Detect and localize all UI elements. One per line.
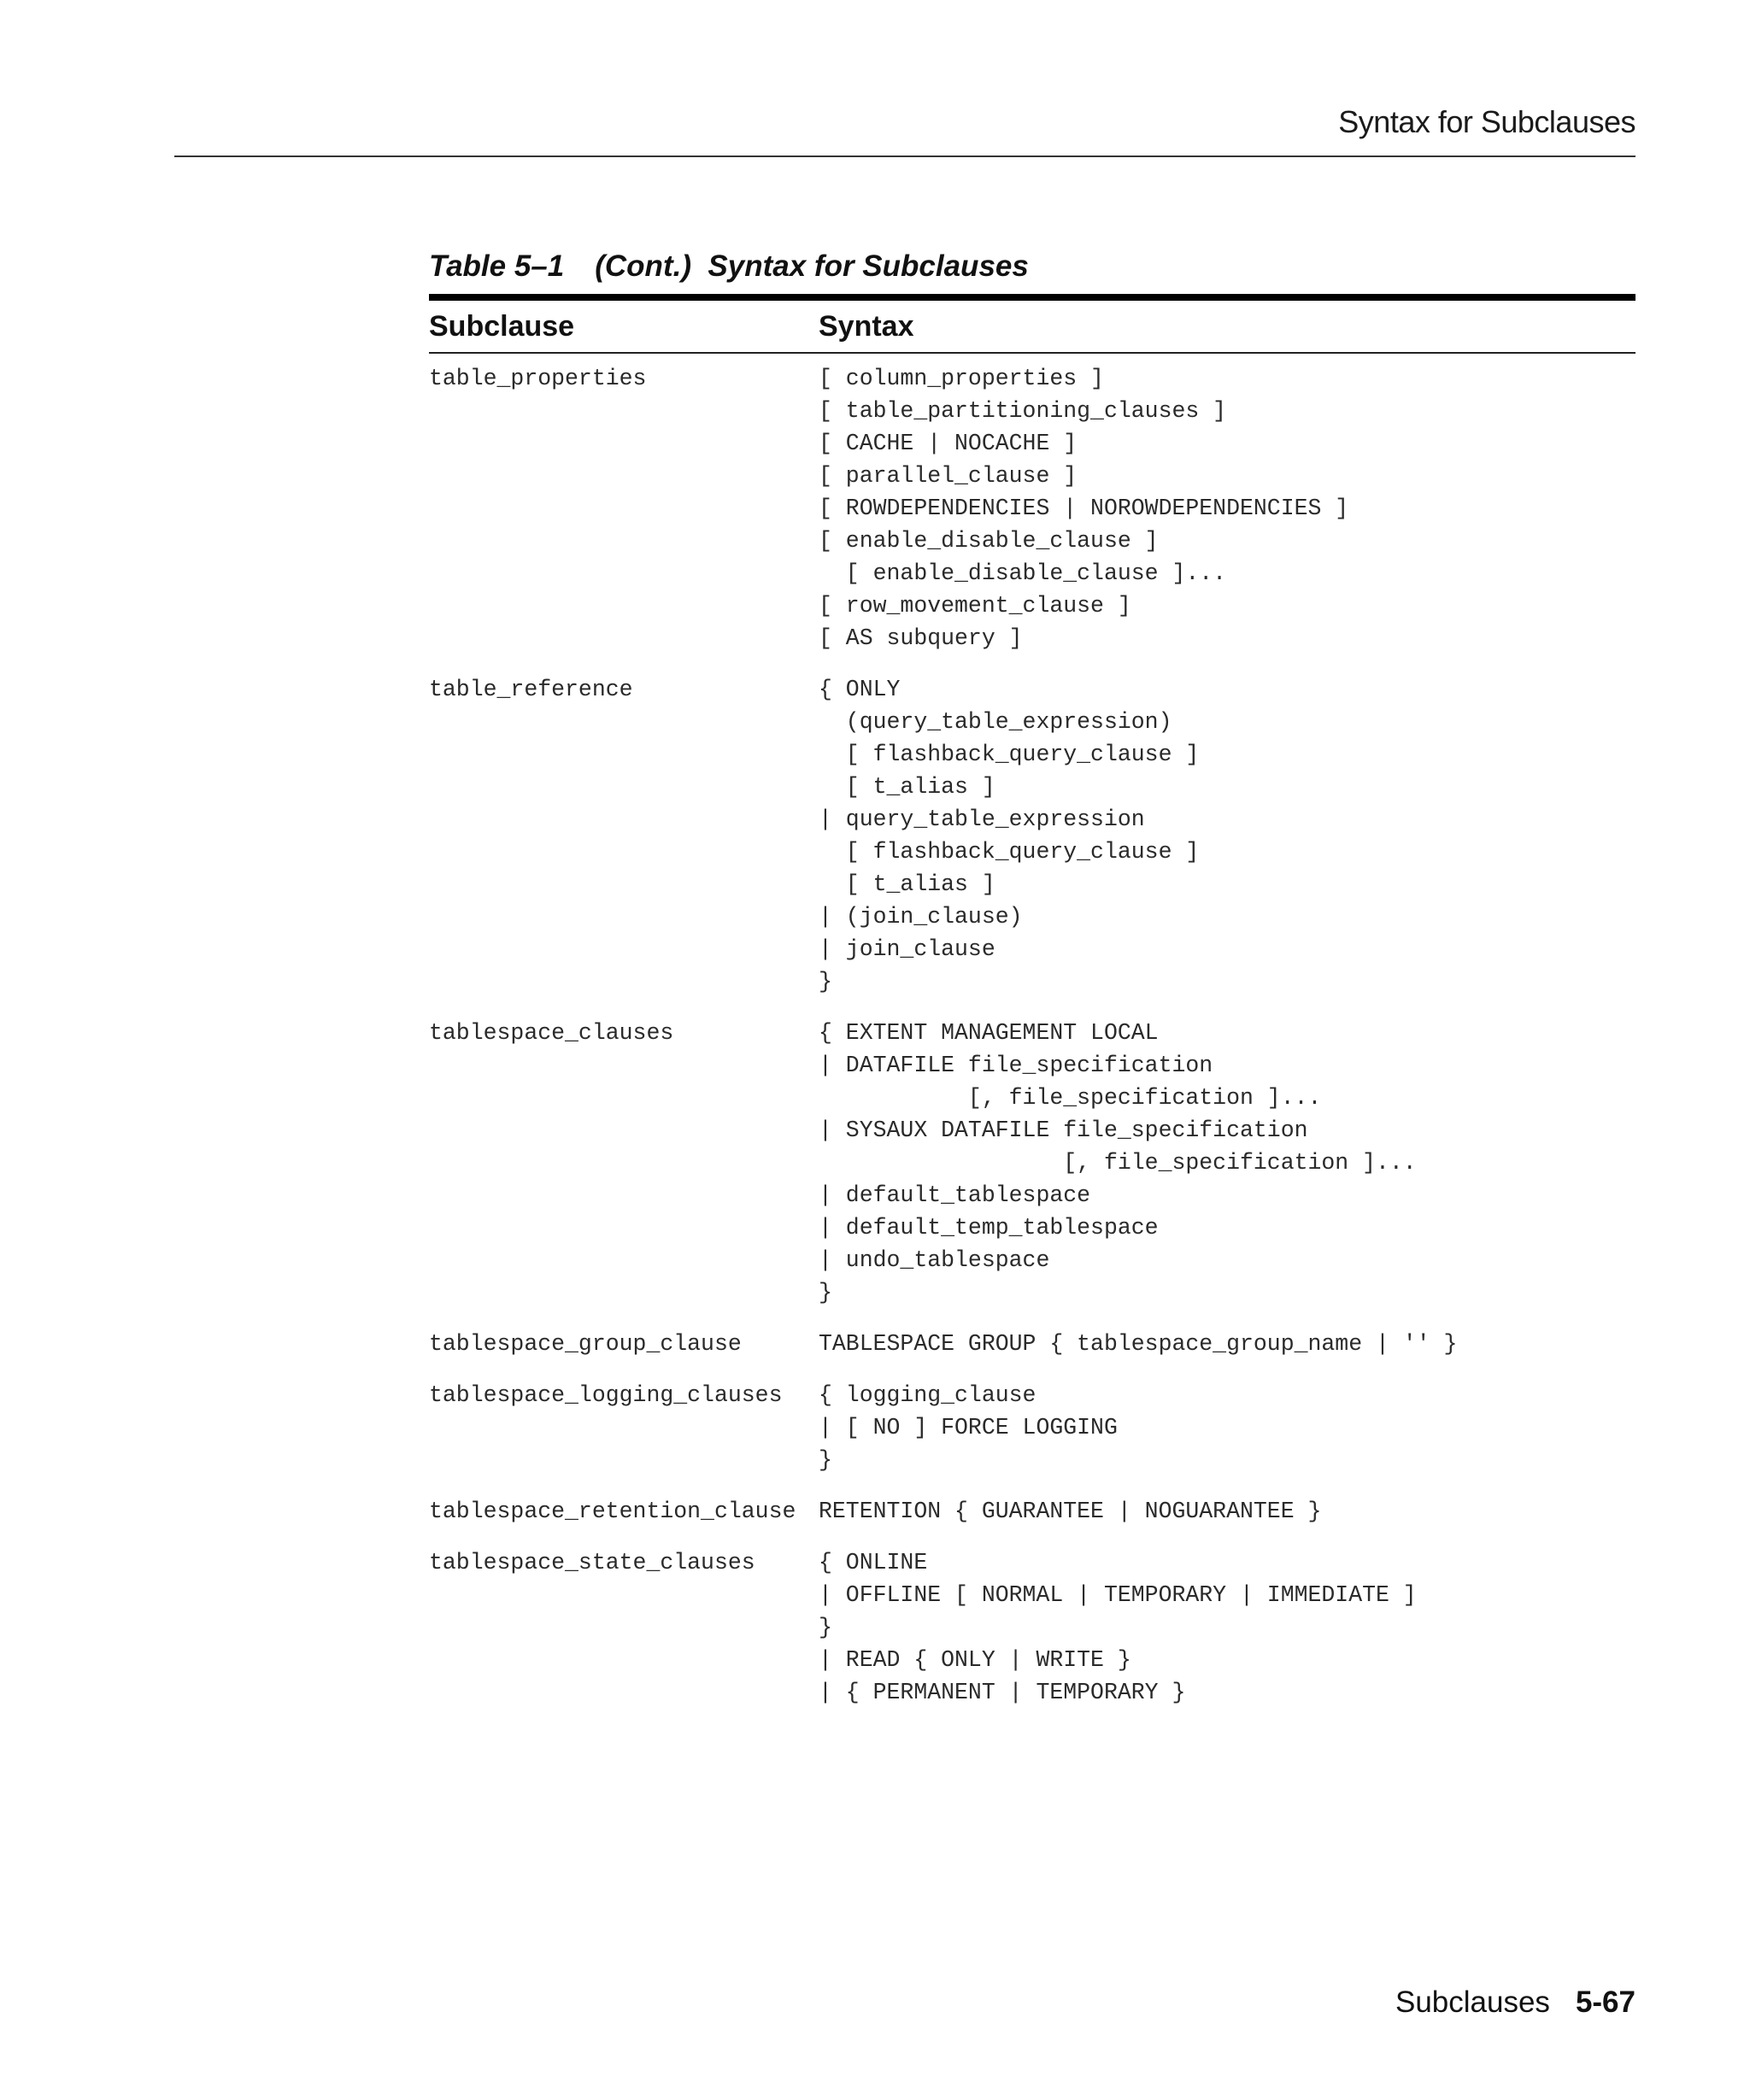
syntax-line: | (join_clause) <box>819 904 1023 930</box>
syntax-table <box>429 248 1635 1728</box>
table-row <box>429 1379 1635 1476</box>
syntax-line: [ row_movement_clause ] <box>819 593 1131 619</box>
syntax-line: | { PERMANENT | TEMPORARY } <box>819 1680 1186 1705</box>
subclause-name: table_reference <box>429 677 633 702</box>
syntax-cell <box>819 362 1635 654</box>
syntax-cell <box>819 1017 1635 1309</box>
syntax-line: [ ROWDEPENDENCIES | NOROWDEPENDENCIES ] <box>819 496 1349 521</box>
syntax-line: [ AS subquery ] <box>819 625 1023 651</box>
table-top-rule <box>429 294 1635 301</box>
table-caption <box>429 248 1635 285</box>
syntax-line: [ table_partitioning_clauses ] <box>819 398 1227 424</box>
subclause-name: tablespace_logging_clauses <box>429 1382 783 1408</box>
syntax-line: | [ NO ] FORCE LOGGING <box>819 1415 1118 1440</box>
syntax-cell <box>819 673 1635 998</box>
running-head: Syntax for Subclauses <box>1338 104 1635 139</box>
syntax-line: | DATAFILE file_specification <box>819 1053 1213 1078</box>
syntax-line: RETENTION { GUARANTEE | NOGUARANTEE } <box>819 1499 1322 1524</box>
syntax-line: | query_table_expression <box>819 807 1145 832</box>
subclause-name: table_properties <box>429 366 647 391</box>
syntax-line: | SYSAUX DATAFILE file_specification <box>819 1117 1308 1143</box>
syntax-line: | default_tablespace <box>819 1182 1091 1208</box>
syntax-line: (query_table_expression) <box>819 709 1172 735</box>
syntax-line: { ONLY <box>819 677 901 702</box>
syntax-line: { logging_clause <box>819 1382 1036 1408</box>
table-header-row <box>429 301 1635 352</box>
syntax-line: [ t_alias ] <box>819 774 995 800</box>
syntax-line: } <box>819 1280 832 1305</box>
syntax-cell <box>819 1546 1635 1709</box>
syntax-line: { ONLINE <box>819 1550 928 1575</box>
table-caption-number: Table 5–1 <box>429 249 565 283</box>
column-header-syntax: Syntax <box>819 309 914 343</box>
table-row <box>429 1546 1635 1709</box>
syntax-line: [, file_specification ]... <box>819 1085 1322 1111</box>
syntax-line: | READ { ONLY | WRITE } <box>819 1647 1131 1673</box>
table-row <box>429 673 1635 998</box>
table-row <box>429 1017 1635 1309</box>
syntax-line: [ t_alias ] <box>819 871 995 897</box>
table-body <box>429 354 1635 1709</box>
syntax-line: [ flashback_query_clause ] <box>819 742 1200 767</box>
syntax-line: } <box>819 1447 832 1473</box>
syntax-line: [ column_properties ] <box>819 366 1104 391</box>
syntax-line: [ flashback_query_clause ] <box>819 839 1200 865</box>
table-row <box>429 1495 1635 1528</box>
page-number: 5-67 <box>1575 1986 1635 2019</box>
syntax-line: [ enable_disable_clause ]... <box>819 560 1227 586</box>
table-row <box>429 1328 1635 1360</box>
syntax-line: [ enable_disable_clause ] <box>819 528 1159 554</box>
syntax-line: TABLESPACE GROUP { tablespace_group_name | '' } <box>819 1331 1458 1357</box>
table-caption-title: (Cont.) Syntax for Subclauses <box>595 249 1029 283</box>
subclause-name: tablespace_group_clause <box>429 1331 742 1357</box>
syntax-line: | undo_tablespace <box>819 1247 1050 1273</box>
footer-section: Subclauses <box>1395 1986 1550 2019</box>
syntax-line: } <box>819 969 832 994</box>
syntax-cell <box>819 1328 1635 1360</box>
syntax-line: | OFFLINE [ NORMAL | TEMPORARY | IMMEDIATE ] <box>819 1582 1417 1608</box>
subclause-name: tablespace_retention_clause <box>429 1499 796 1524</box>
header-rule <box>174 155 1635 157</box>
column-header-subclause: Subclause <box>429 309 575 343</box>
table-row <box>429 362 1635 654</box>
subclause-name: tablespace_clauses <box>429 1020 674 1046</box>
syntax-line: | default_temp_tablespace <box>819 1215 1159 1241</box>
syntax-line: } <box>819 1615 832 1640</box>
syntax-line: [ CACHE | NOCACHE ] <box>819 431 1078 456</box>
syntax-cell <box>819 1495 1635 1528</box>
syntax-line: | join_clause <box>819 936 995 962</box>
syntax-line: [, file_specification ]... <box>819 1150 1417 1176</box>
syntax-cell <box>819 1379 1635 1476</box>
subclause-name: tablespace_state_clauses <box>429 1550 755 1575</box>
syntax-line: { EXTENT MANAGEMENT LOCAL <box>819 1020 1159 1046</box>
syntax-line: [ parallel_clause ] <box>819 463 1078 489</box>
page-footer <box>1395 1986 1635 2020</box>
